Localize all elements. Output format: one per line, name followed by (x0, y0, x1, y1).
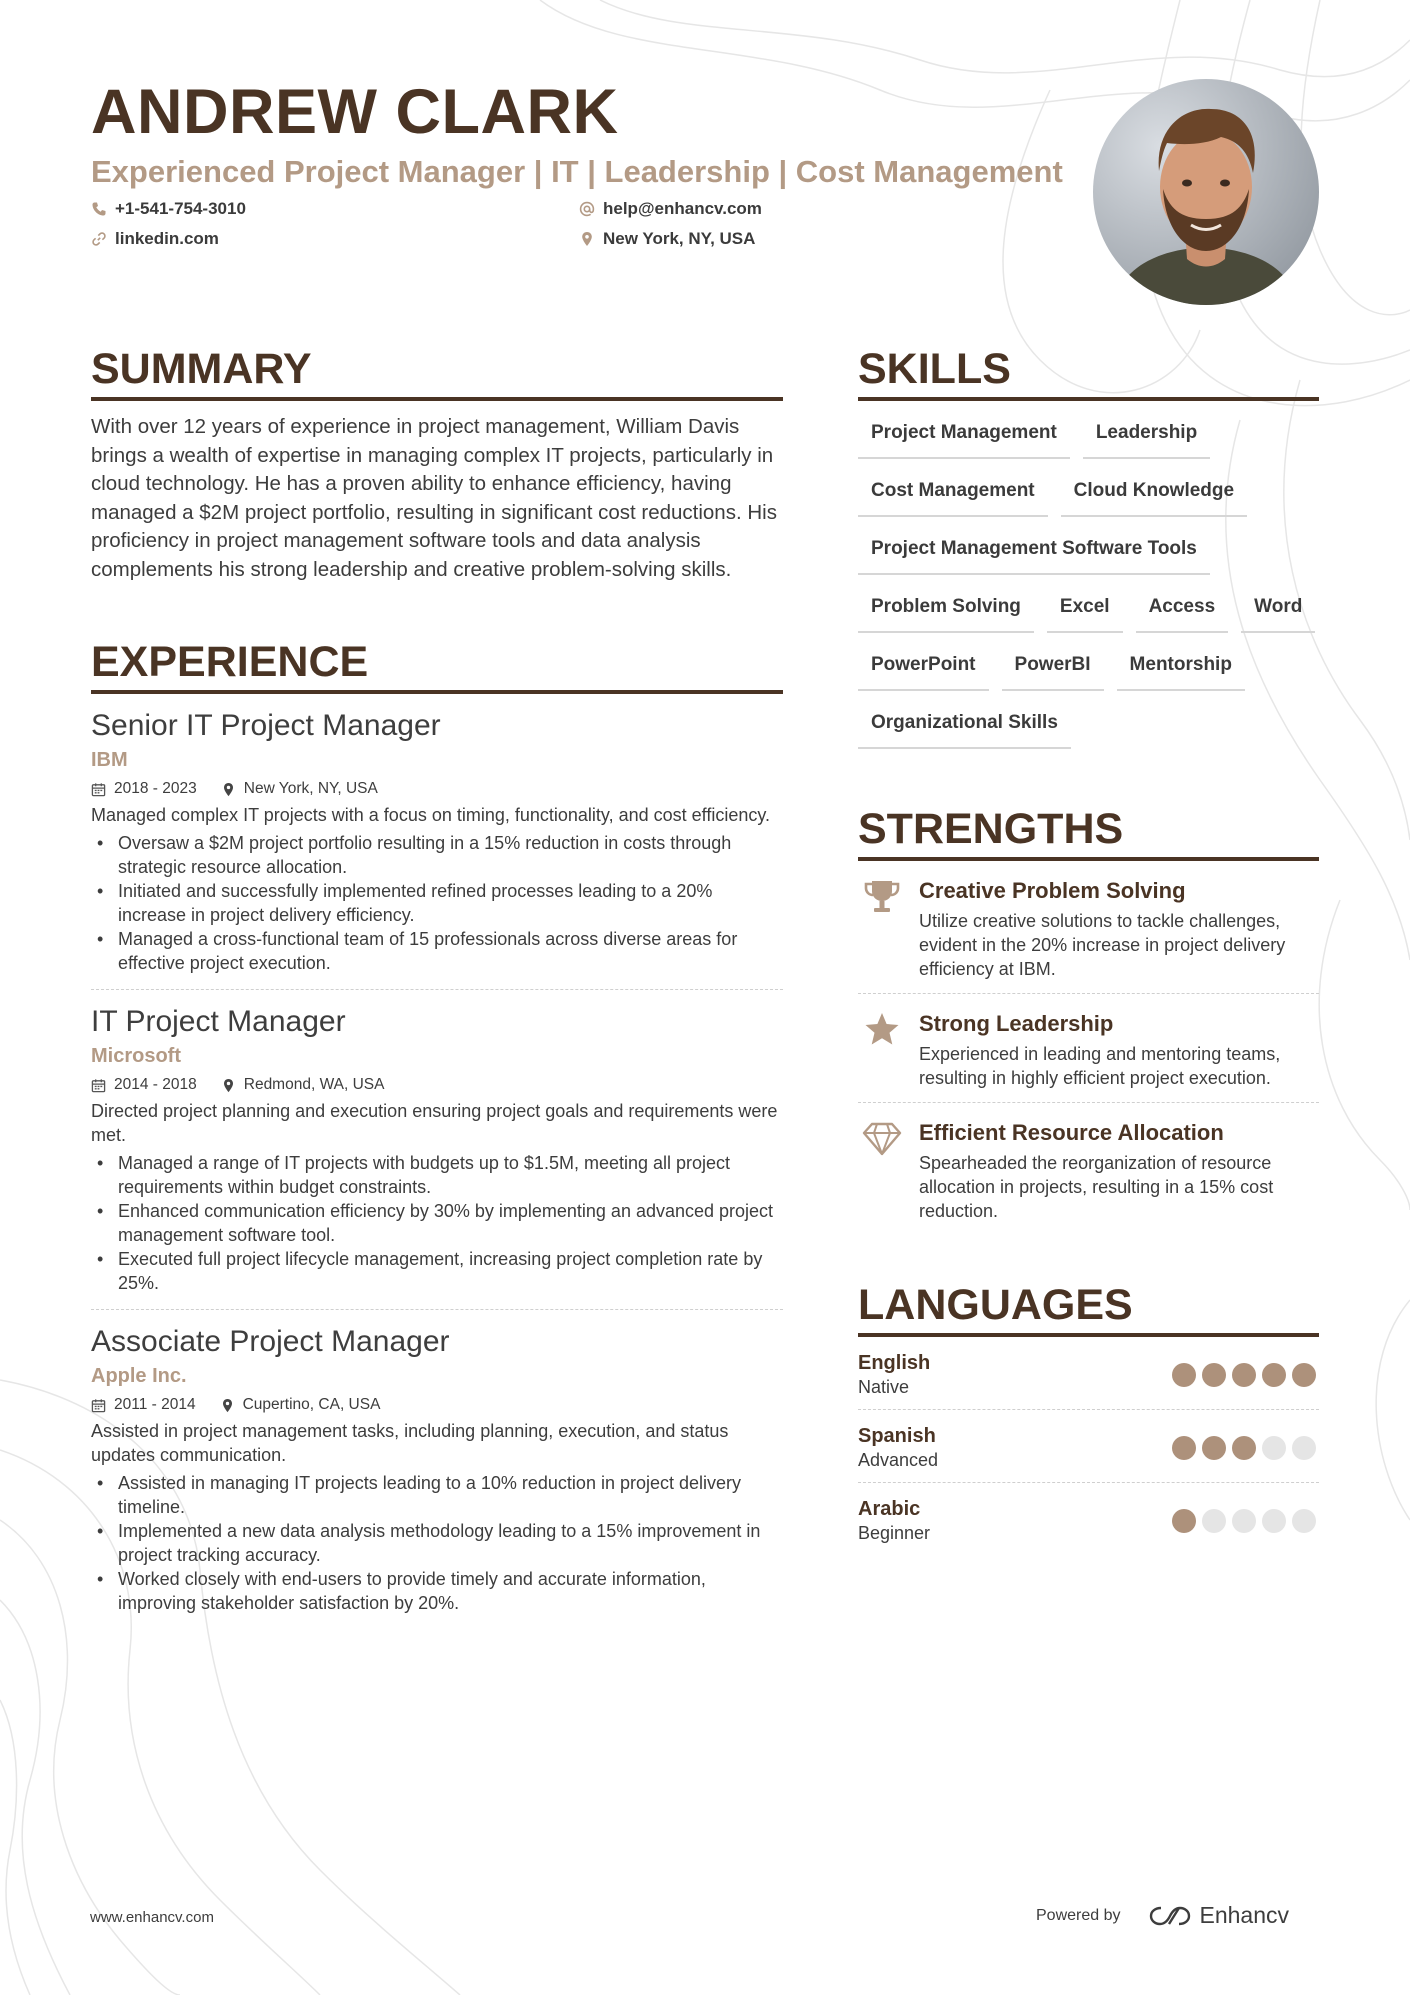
language-level: Native (858, 1377, 910, 1397)
resume-header (91, 76, 1071, 250)
skill-tag: Access (1136, 589, 1229, 633)
enhancv-logo-icon (1147, 1904, 1193, 1928)
candidate-tagline: Experienced Project Manager | IT | Leadership | Cost Management (91, 154, 1063, 189)
brand-name: Enhancv (1199, 1902, 1290, 1928)
contact-info (91, 198, 1071, 250)
rating-dot-filled (1202, 1436, 1226, 1460)
job-bullet: • Executed full project lifecycle management, increasing project completion rate by 25%. (91, 1247, 783, 1295)
language-name: Arabic (858, 1498, 921, 1520)
enhancv-logo[interactable] (1147, 1902, 1290, 1929)
rating-dot-filled (1172, 1509, 1196, 1533)
skills-heading: SKILLS (858, 343, 1319, 401)
language-item (858, 1482, 1319, 1555)
strength-description: Utilize creative solutions to tackle challenges, evident in the 20% increase in project delivery efficiency at IBM. (919, 911, 1286, 979)
linkedin-text: linkedin.com (115, 229, 219, 248)
job-location (220, 1396, 381, 1414)
skill-tag: Problem Solving (858, 589, 1034, 633)
rating-dot-filled (1232, 1436, 1256, 1460)
experience-section (91, 636, 783, 1629)
language-name: Spanish (858, 1425, 936, 1447)
trophy-icon (860, 877, 904, 917)
skill-tag: PowerBI (1002, 647, 1104, 691)
language-level: Beginner (858, 1523, 931, 1543)
star-icon (860, 1010, 904, 1050)
job-description: Directed project planning and execution ensuring project goals and requirements were met. (91, 1101, 778, 1145)
company-name: Microsoft (91, 1045, 181, 1067)
job-description: Managed complex IT projects with a focus on timing, functionality, and cost efficiency. (91, 805, 771, 825)
job-meta (91, 1394, 783, 1416)
job-title: Senior IT Project Manager (91, 709, 441, 742)
language-item (858, 1409, 1319, 1482)
strength-item (858, 861, 1319, 993)
language-rating (1172, 1509, 1316, 1533)
job-bullet: • Managed a range of IT projects with budgets up to $1.5M, meeting all project requirements within budget constraints. (91, 1151, 783, 1199)
skill-tag: Organizational Skills (858, 705, 1071, 749)
contact-location (579, 228, 979, 250)
location-text: New York, NY, USA (603, 229, 756, 248)
language-rating (1172, 1363, 1316, 1387)
contact-linkedin[interactable] (91, 228, 579, 250)
calendar-icon (91, 782, 106, 797)
language-item (858, 1337, 1319, 1409)
rating-dot-empty (1232, 1509, 1256, 1533)
skill-tag: Leadership (1083, 415, 1210, 459)
languages-heading: LANGUAGES (858, 1279, 1319, 1337)
phone-icon (91, 201, 107, 217)
job-location-text: Redmond, WA, USA (243, 1076, 385, 1093)
skills-list (858, 415, 1328, 749)
skill-tag: Excel (1047, 589, 1123, 633)
footer-branding (1036, 1902, 1289, 1929)
job-bullet: • Assisted in managing IT projects leading to a 10% reduction in project delivery timeline. (91, 1471, 783, 1519)
job-bullet: • Implemented a new data analysis methodology leading to a 15% improvement in project tracking accuracy. (91, 1519, 783, 1567)
job-location-text: Cupertino, CA, USA (242, 1396, 381, 1413)
location-pin-icon (220, 1398, 235, 1413)
rating-dot-filled (1232, 1363, 1256, 1387)
diamond-icon (860, 1119, 904, 1159)
phone-text: +1-541-754-3010 (115, 199, 246, 218)
job-location (221, 780, 378, 798)
skill-tag: Mentorship (1117, 647, 1245, 691)
job-bullet: • Managed a cross-functional team of 15 professionals across diverse areas for effective project execution. (91, 927, 783, 975)
profile-photo (1093, 79, 1319, 305)
experience-heading: EXPERIENCE (91, 636, 783, 694)
skill-tag: PowerPoint (858, 647, 989, 691)
skill-tag: Word (1241, 589, 1315, 633)
skill-tag: Cloud Knowledge (1061, 473, 1247, 517)
rating-dot-empty (1202, 1509, 1226, 1533)
strength-title: Strong Leadership (919, 1011, 1114, 1036)
calendar-icon (91, 1078, 106, 1093)
job-bullets (91, 831, 783, 975)
job-entry (91, 1309, 783, 1629)
location-pin-icon (221, 1078, 236, 1093)
summary-section (91, 343, 783, 584)
email-text: help@enhancv.com (603, 199, 762, 218)
skill-tag: Project Management Software Tools (858, 531, 1210, 575)
left-column (91, 343, 783, 1629)
summary-text: With over 12 years of experience in project management, William Davis brings a wealth of expertise in managing complex IT projects, particularly in cloud technology. He has a proven ability to enhance efficiency, having managed a $2M project portfolio, resulting in significant cost reductions. His proficiency in project management software tools and data analysis complements his strong leadership and creative problem-solving skills. (91, 415, 777, 581)
rating-dot-filled (1262, 1363, 1286, 1387)
skill-tag: Project Management (858, 415, 1070, 459)
rating-dot-empty (1292, 1436, 1316, 1460)
company-name: Apple Inc. (91, 1365, 187, 1387)
link-icon (91, 231, 107, 247)
job-meta (91, 1074, 783, 1096)
powered-by-text: Powered by (1036, 1906, 1121, 1924)
job-dates: 2014 - 2018 (114, 1076, 197, 1093)
strength-item (858, 993, 1319, 1102)
company-name: IBM (91, 749, 128, 771)
job-description: Assisted in project management tasks, including planning, execution, and status updates communication. (91, 1421, 729, 1465)
strength-item (858, 1102, 1319, 1235)
job-location (221, 1076, 385, 1094)
footer-website[interactable]: www.enhancv.com (90, 1909, 214, 1926)
strengths-section (858, 803, 1319, 1235)
skill-tag: Cost Management (858, 473, 1048, 517)
location-pin-icon (579, 231, 595, 247)
summary-heading: SUMMARY (91, 343, 783, 401)
job-title: IT Project Manager (91, 1005, 346, 1038)
rating-dot-filled (1172, 1363, 1196, 1387)
job-dates: 2011 - 2014 (114, 1396, 196, 1413)
rating-dot-filled (1202, 1363, 1226, 1387)
rating-dot-empty (1292, 1509, 1316, 1533)
language-rating (1172, 1436, 1316, 1460)
rating-dot-empty (1262, 1509, 1286, 1533)
strength-title: Efficient Resource Allocation (919, 1120, 1224, 1145)
language-name: English (858, 1352, 931, 1374)
job-entry (91, 694, 783, 989)
contact-phone[interactable] (91, 198, 579, 220)
job-dates: 2018 - 2023 (114, 780, 197, 797)
job-bullets (91, 1151, 783, 1295)
skills-section (858, 343, 1319, 749)
right-column (858, 343, 1319, 1555)
rating-dot-filled (1292, 1363, 1316, 1387)
rating-dot-empty (1262, 1436, 1286, 1460)
strength-title: Creative Problem Solving (919, 878, 1186, 903)
job-bullet: • Oversaw a $2M project portfolio resulting in a 15% reduction in costs through strategic resource allocation. (91, 831, 783, 879)
job-bullet: • Worked closely with end-users to provide timely and accurate information, improving stakeholder satisfaction by 20%. (91, 1567, 783, 1615)
strength-description: Experienced in leading and mentoring teams, resulting in highly efficient project execution. (919, 1044, 1281, 1088)
job-title: Associate Project Manager (91, 1325, 450, 1358)
job-bullet: • Initiated and successfully implemented refined processes leading to a 20% increase in project delivery efficiency. (91, 879, 783, 927)
rating-dot-filled (1172, 1436, 1196, 1460)
job-bullets (91, 1471, 783, 1615)
strength-description: Spearheaded the reorganization of resource allocation in projects, resulting in a 15% cost reduction. (919, 1153, 1274, 1221)
location-pin-icon (221, 782, 236, 797)
calendar-icon (91, 1398, 106, 1413)
contact-email[interactable] (579, 198, 979, 220)
job-bullet: • Enhanced communication efficiency by 30% by implementing an advanced project management software tool. (91, 1199, 783, 1247)
strengths-heading: STRENGTHS (858, 803, 1319, 861)
job-meta (91, 778, 783, 800)
job-location-text: New York, NY, USA (243, 780, 378, 797)
job-entry (91, 989, 783, 1309)
candidate-name: ANDREW CLARK (91, 77, 619, 147)
language-level: Advanced (858, 1450, 939, 1470)
at-icon (579, 201, 595, 217)
languages-section (858, 1279, 1319, 1555)
